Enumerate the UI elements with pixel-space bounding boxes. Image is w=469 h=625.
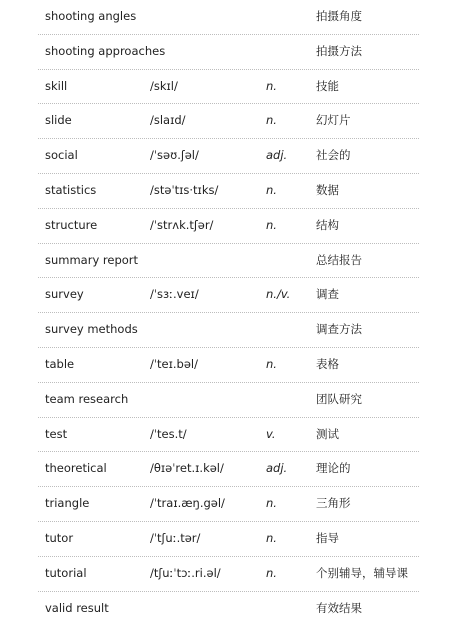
chinese-translation-text: 表格 bbox=[316, 356, 339, 371]
chinese-translation-text: 幻灯片 bbox=[316, 113, 351, 128]
part-of-speech-text: n. bbox=[266, 530, 277, 545]
part-of-speech-text: n. bbox=[266, 217, 277, 232]
chinese-translation-text: 有效结果 bbox=[316, 600, 362, 615]
glossary-row bbox=[38, 348, 419, 383]
term-text: survey bbox=[45, 287, 84, 302]
term-text: triangle bbox=[45, 496, 90, 511]
term-text: test bbox=[45, 426, 68, 441]
part-of-speech-text: n. bbox=[266, 113, 277, 128]
chinese-translation-text: 数据 bbox=[316, 182, 339, 197]
term-text: tutorial bbox=[45, 565, 87, 580]
term-text: theoretical bbox=[45, 461, 107, 476]
term-text: statistics bbox=[45, 182, 97, 197]
pronunciation-text: /tʃuːˈtɔː.ri.əl/ bbox=[150, 565, 221, 580]
term-text: skill bbox=[45, 78, 68, 93]
term-text: table bbox=[45, 356, 75, 371]
glossary-row bbox=[38, 139, 419, 174]
pronunciation-text: /ˈteɪ.bəl/ bbox=[150, 356, 198, 371]
glossary-row bbox=[38, 418, 419, 453]
pronunciation-text: /ˈsəʊ.ʃəl/ bbox=[150, 148, 199, 163]
glossary-row bbox=[38, 209, 419, 244]
chinese-translation-text: 调查 bbox=[316, 287, 339, 302]
glossary-row bbox=[38, 0, 419, 35]
glossary-row bbox=[38, 487, 419, 522]
chinese-translation-text: 理论的 bbox=[316, 461, 351, 476]
chinese-translation-text: 社会的 bbox=[316, 148, 351, 163]
pronunciation-text: /stəˈtɪs·tɪks/ bbox=[150, 182, 219, 197]
part-of-speech-text: n. bbox=[266, 356, 277, 371]
part-of-speech-text: n. bbox=[266, 496, 277, 511]
chinese-translation-text: 调查方法 bbox=[316, 322, 362, 337]
term-text: team research bbox=[45, 391, 129, 406]
pronunciation-text: /ˈtʃuː.tər/ bbox=[150, 530, 201, 545]
term-text: summary report bbox=[45, 252, 139, 267]
glossary-row bbox=[38, 383, 419, 418]
glossary-row bbox=[38, 592, 419, 625]
chinese-translation-text: 三角形 bbox=[316, 496, 351, 511]
glossary-list bbox=[38, 0, 419, 625]
term-text: tutor bbox=[45, 530, 74, 545]
glossary-row bbox=[38, 278, 419, 313]
pronunciation-text: /ˈsɜː.veɪ/ bbox=[150, 287, 199, 302]
pronunciation-text: /slaɪd/ bbox=[150, 113, 186, 128]
chinese-translation-text: 技能 bbox=[316, 78, 339, 93]
part-of-speech-text: adj. bbox=[266, 148, 288, 163]
chinese-translation-text: 测试 bbox=[316, 426, 339, 441]
term-text: valid result bbox=[45, 600, 109, 615]
pronunciation-text: /θɪəˈret.ɪ.kəl/ bbox=[150, 461, 224, 476]
term-text: shooting angles bbox=[45, 9, 137, 23]
chinese-translation-text: 团队研究 bbox=[316, 391, 362, 406]
part-of-speech-text: n. bbox=[266, 78, 277, 93]
glossary-row bbox=[38, 174, 419, 209]
glossary-row bbox=[38, 452, 419, 487]
glossary-row bbox=[38, 35, 419, 70]
part-of-speech-text: v. bbox=[266, 426, 276, 441]
part-of-speech-text: adj. bbox=[266, 461, 288, 476]
term-text: social bbox=[45, 148, 78, 163]
chinese-translation-text: 指导 bbox=[316, 530, 339, 545]
chinese-translation-text: 拍摄角度 bbox=[316, 9, 362, 23]
glossary-row bbox=[38, 313, 419, 348]
term-text: slide bbox=[45, 113, 72, 128]
part-of-speech-text: n. bbox=[266, 565, 277, 580]
part-of-speech-text: n./v. bbox=[266, 287, 291, 302]
glossary-row bbox=[38, 557, 419, 592]
glossary-row bbox=[38, 522, 419, 557]
pronunciation-text: /skɪl/ bbox=[150, 78, 178, 93]
chinese-translation-text: 结构 bbox=[316, 217, 339, 232]
glossary-row bbox=[38, 244, 419, 279]
glossary-row bbox=[38, 70, 419, 105]
chinese-translation-text: 拍摄方法 bbox=[316, 43, 362, 58]
term-text: structure bbox=[45, 217, 98, 232]
glossary-row bbox=[38, 104, 419, 139]
pronunciation-text: /ˈtraɪ.æŋ.gəl/ bbox=[150, 496, 225, 511]
term-text: survey methods bbox=[45, 322, 138, 337]
chinese-translation-text: 总结报告 bbox=[316, 252, 362, 267]
pronunciation-text: /ˈstrʌk.tʃər/ bbox=[150, 217, 214, 232]
term-text: shooting approaches bbox=[45, 43, 166, 58]
chinese-translation-text: 个别辅导，辅导课 bbox=[316, 565, 408, 580]
pronunciation-text: /ˈtes.t/ bbox=[150, 426, 187, 441]
part-of-speech-text: n. bbox=[266, 182, 277, 197]
